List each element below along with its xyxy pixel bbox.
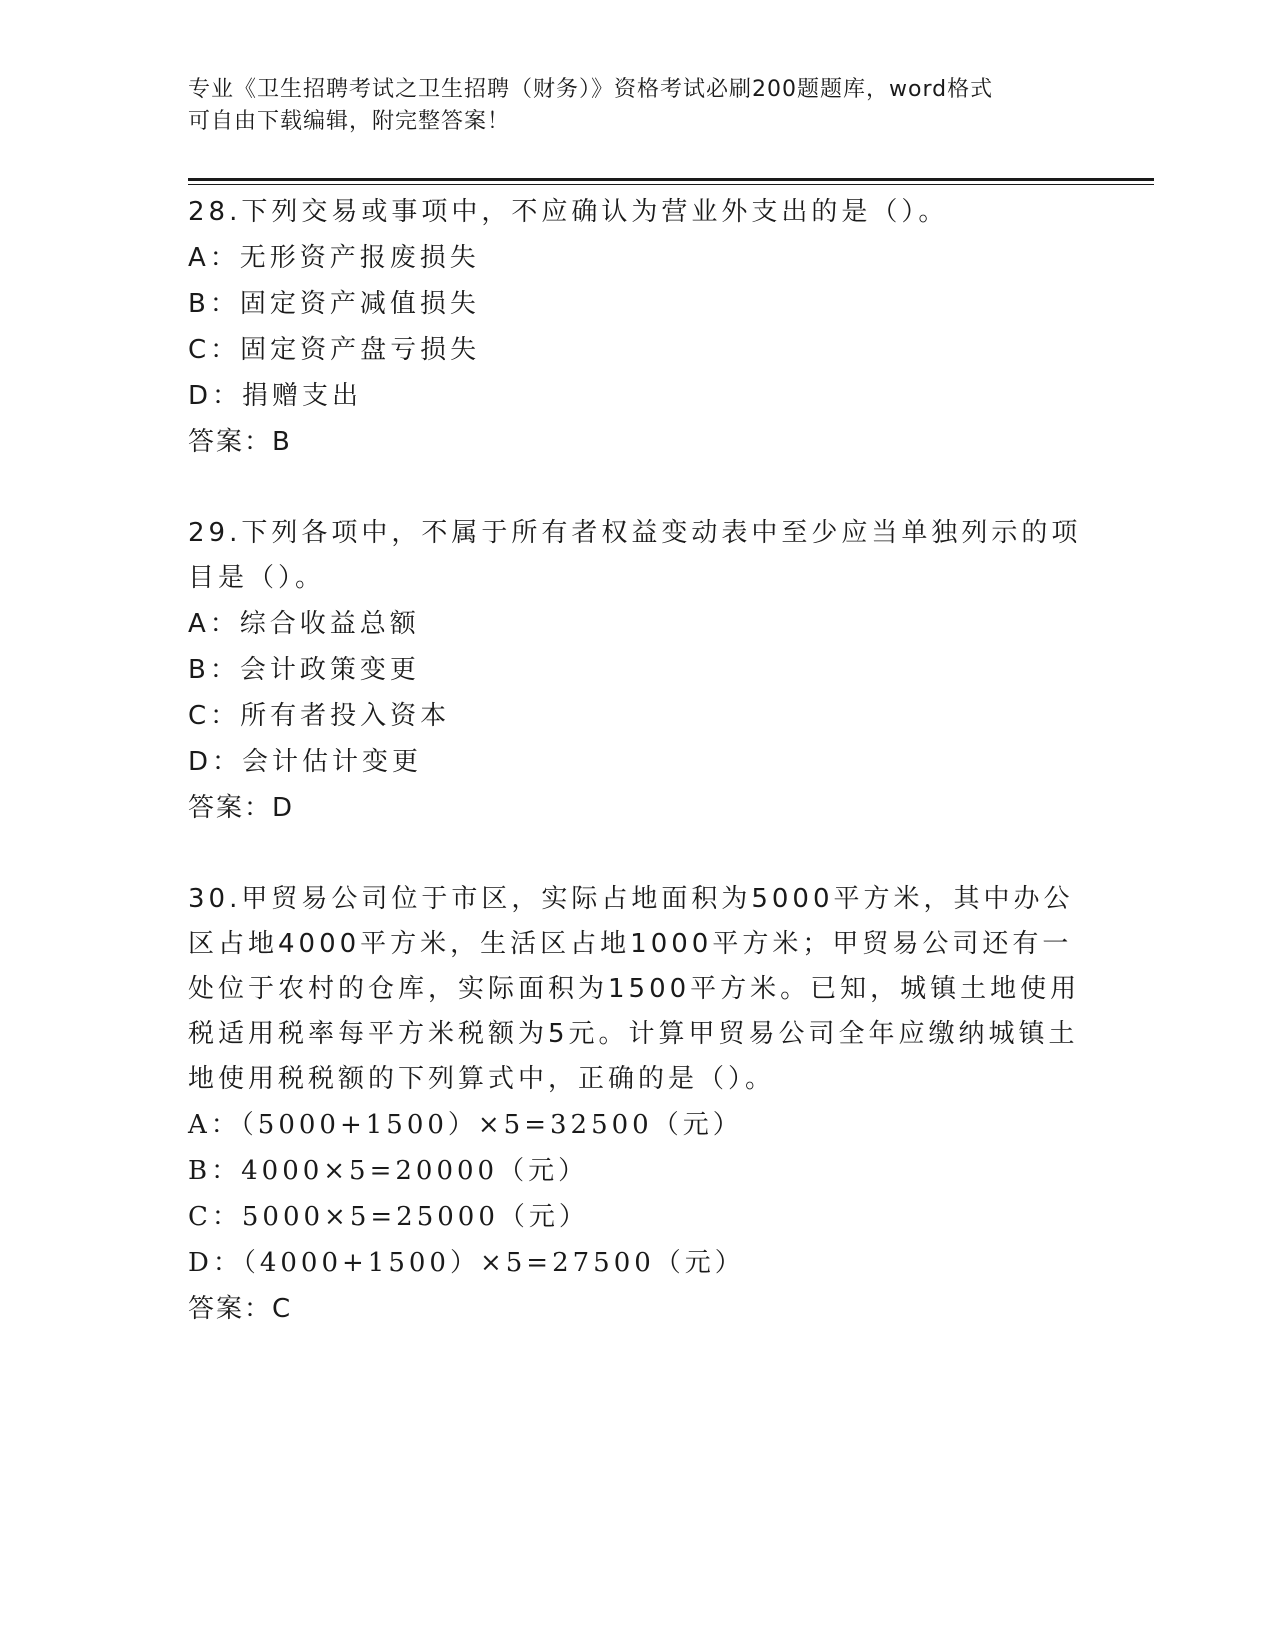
header-title-line-1: 专业《卫生招聘考试之卫生招聘（财务）》资格考试必刷200题题库，word格式 [188,77,994,102]
question-30 [188,877,1088,1332]
option-d: D：会计估计变更 [188,747,423,777]
question-stem: 30.甲贸易公司位于市区，实际占地面积为5000平方米，其中办公区占地4000平方米，生活区占地1000平方米；甲贸易公司还有一处位于农村的仓库，实际面积为1500平方米。已知，城镇土地使用税适用税率每平方米税额为5元。计算甲贸易公司全年应缴纳城镇土地使用税税额的下列算式中，正确的是（）。 [188,884,1081,1094]
question-28 [188,190,1088,465]
option-a: A：（5000+1500）×5=32500（元） [188,1110,743,1140]
option-d: D：捐赠支出 [188,381,363,411]
option-c: C：5000×5=25000（元） [188,1202,589,1232]
answer-label: 答案：B [188,427,292,457]
option-b: B：固定资产减值损失 [188,289,480,319]
option-c: C：所有者投入资本 [188,701,451,731]
header-divider-thin [188,184,1154,185]
question-29 [188,511,1088,831]
question-stem: 29.下列各项中，不属于所有者权益变动表中至少应当单独列示的项目是（）。 [188,518,1082,593]
option-a: A：无形资产报废损失 [188,243,480,273]
question-stem: 28.下列交易或事项中，不应确认为营业外支出的是（）。 [188,197,949,227]
option-a: A：综合收益总额 [188,609,420,639]
answer-label: 答案：C [188,1294,293,1324]
option-c: C：固定资产盘亏损失 [188,335,481,365]
answer-label: 答案：D [188,793,295,823]
option-b: B：4000×5=20000（元） [188,1156,589,1186]
header-divider-thick [188,178,1154,181]
document-header [188,74,1068,138]
option-d: D：（4000+1500）×5=27500（元） [188,1248,745,1278]
header-title-line-2: 可自由下载编辑，附完整答案！ [188,109,511,134]
question-list [188,190,1088,1378]
option-b: B：会计政策变更 [188,655,420,685]
